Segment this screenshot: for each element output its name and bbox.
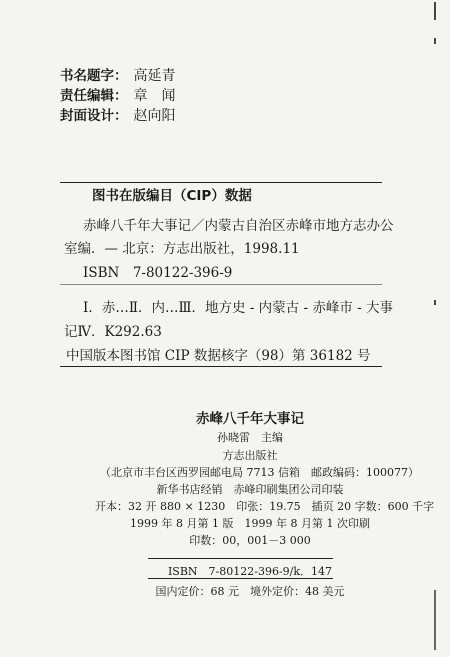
publisher-address: （北京市丰台区西罗园邮电局 7713 信箱 邮政编码：100077） <box>100 466 419 479</box>
scan-margin-marks <box>434 0 442 657</box>
format-specs: 开本：32 开 880 × 1230 印张：19.75 插页 20 字数：600 千字 <box>95 500 435 513</box>
cip-catalog-line: 赤峰八千年大事记／内蒙古自治区赤峰市地方志办公 <box>83 218 394 234</box>
credit-editor <box>60 86 176 106</box>
credit-calligraphy <box>60 66 176 86</box>
credit-label: 封面设计： <box>60 108 128 124</box>
credits-block <box>60 66 176 126</box>
edition-info: 1999 年 8 月第 1 版 1999 年 8 月第 1 次印刷 <box>130 517 370 530</box>
cip-mid-rule <box>60 284 382 285</box>
cip-top-rule <box>60 182 382 183</box>
credit-value: 高延青 <box>133 68 176 84</box>
print-run: 印数：00，001－3 000 <box>189 534 311 547</box>
distribution-info: 新华书店经销 赤峰印刷集团公司印装 <box>156 483 344 496</box>
credit-value: 赵向阳 <box>133 108 176 124</box>
isbn-code: ISBN 7-80122-396-9/k．147 <box>167 565 333 578</box>
credit-value: 章 闻 <box>133 88 176 104</box>
isbn-bottom-rule <box>148 578 333 579</box>
isbn-top-rule <box>148 558 333 559</box>
credit-cover-design <box>60 106 176 126</box>
book-publisher: 方志出版社 <box>222 449 278 462</box>
credit-label: 责任编辑： <box>60 88 128 104</box>
cip-heading: 图书在版编目（CIP）数据 <box>92 188 252 204</box>
cip-number: 中国版本图书馆 CIP 数据核字（98）第 36182 号 <box>66 348 371 364</box>
credit-label: 书名题字： <box>60 68 128 84</box>
cip-bottom-rule <box>60 366 382 367</box>
cip-subject-line: Ⅰ．赤…Ⅱ．内…Ⅲ．地方史 - 内蒙古 - 赤峰市 - 大事 <box>83 300 393 316</box>
cip-isbn: ISBN 7-80122-396-9 <box>83 265 233 281</box>
cip-catalog-line: 室编．— 北京：方志出版社，1998.11 <box>64 241 300 257</box>
price-info: 国内定价：68 元 境外定价：48 美元 <box>155 585 345 598</box>
cip-subject-line: 记Ⅳ．K292.63 <box>64 324 162 340</box>
book-title: 赤峰八千年大事记 <box>196 411 304 427</box>
book-editor: 孙晓雷 主编 <box>217 431 283 444</box>
